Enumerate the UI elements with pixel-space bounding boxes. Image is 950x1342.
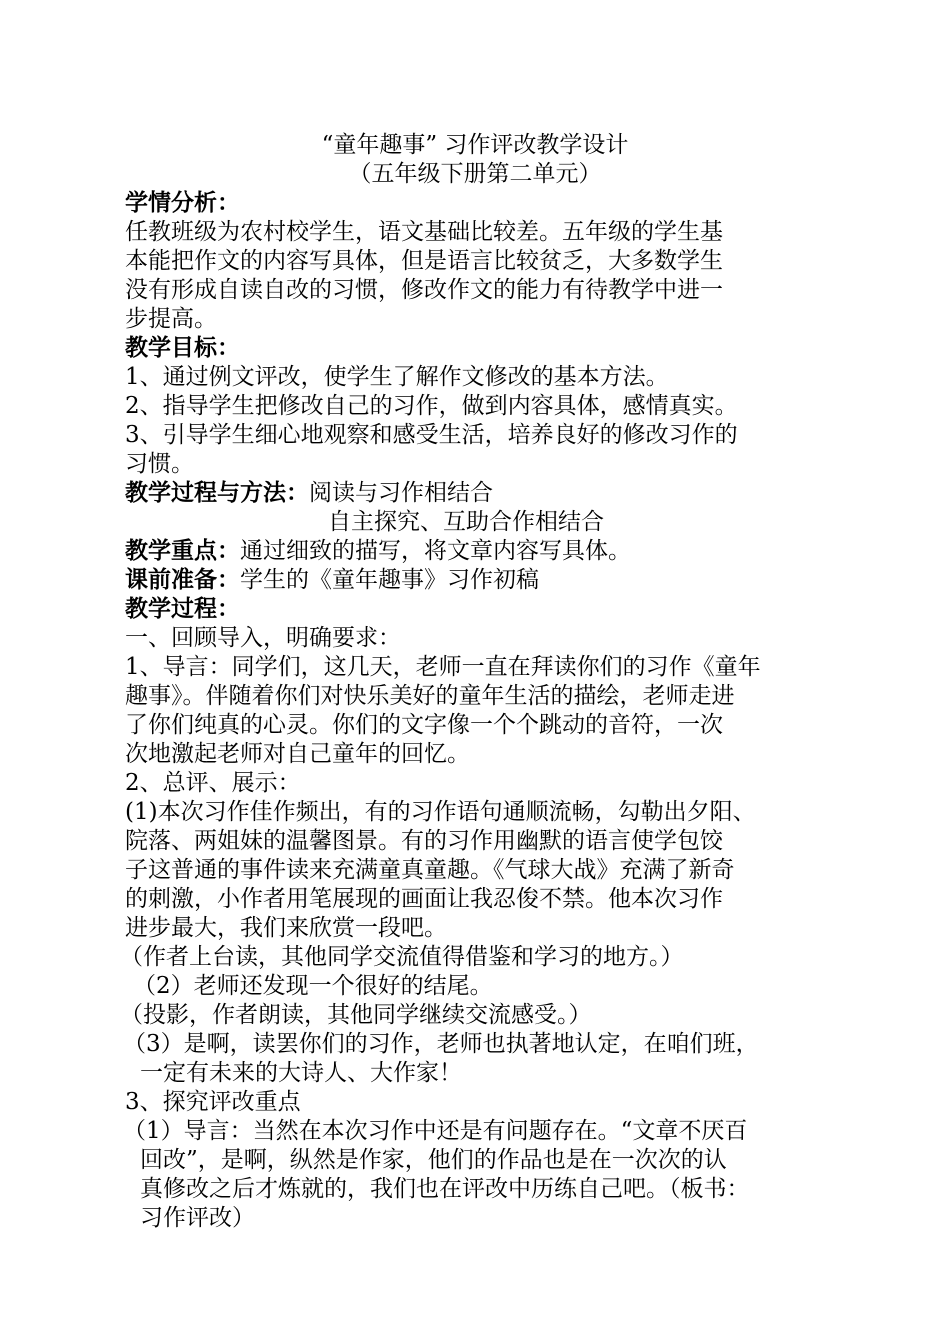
process-heading: 教学过程：: [125, 595, 240, 622]
paragraph-line: 步提高。: [125, 306, 217, 332]
paragraph-line: 趣事》。伴随着你们对快乐美好的童年生活的描绘，老师走进: [125, 683, 735, 709]
paragraph-line: 习作评改）: [140, 1205, 255, 1231]
paragraph-line: （1）导言：当然在本次习作中还是有问题存在。“文章不厌百: [123, 1118, 748, 1144]
paragraph-line: 1、导言：同学们，这几天，老师一直在拜读你们的习作《童年: [125, 654, 761, 680]
preparation-row: [125, 566, 539, 594]
review-heading: 2、总评、展示：: [125, 770, 301, 796]
paragraph-line: 没有形成自读自改的习惯，修改作文的能力有待教学中进一: [125, 277, 723, 303]
paragraph-line: 一定有未来的大诗人、大作家！: [140, 1060, 462, 1086]
paragraph-line: （2）老师还发现一个很好的结尾。: [133, 973, 493, 999]
paragraph-line: 的刺激，小作者用笔展现的画面让我忍俊不禁。他本次习作: [125, 886, 723, 912]
document-subtitle: （五年级下册第二单元）: [348, 161, 602, 187]
stage-note: （作者上台读，其他同学交流值得借鉴和学习的地方。）: [120, 944, 684, 970]
explore-heading: 3、探究评改重点: [125, 1089, 301, 1115]
paragraph-line: 回改”，是啊，纵然是作家，他们的作品也是在一次次的认: [140, 1147, 727, 1173]
paragraph-line: (1)本次习作佳作频出，有的习作语句通顺流畅，勾勒出夕阳、: [125, 799, 756, 825]
objective-item: 2、指导学生把修改自己的习作，做到内容具体，感情真实。: [125, 393, 738, 419]
paragraph-line: 任教班级为农村校学生，语文基础比较差。五年级的学生基: [125, 219, 723, 245]
methods-row: [125, 479, 493, 507]
objective-item: 习惯。: [125, 451, 194, 477]
document-title: “童年趣事” 习作评改教学设计: [321, 132, 629, 158]
paragraph-line: （3）是啊，读罢你们的习作，老师也执著地认定，在咱们班，: [123, 1031, 759, 1057]
paragraph-line: 真修改之后才炼就的，我们也在评改中历练自己吧。（板书：: [140, 1176, 750, 1202]
paragraph-line: 子这普通的事件读来充满童真童趣。《气球大战》充满了新奇: [125, 857, 735, 883]
objectives-heading: 教学目标：: [125, 334, 240, 361]
paragraph-line: 进步最大，我们来欣赏一段吧。: [125, 915, 447, 941]
focus-row: [125, 537, 631, 565]
focus-text: 通过细致的描写，将文章内容写具体。: [240, 538, 631, 564]
methods-text: 阅读与习作相结合: [309, 480, 493, 506]
preparation-text: 学生的《童年趣事》习作初稿: [240, 567, 539, 593]
stage-note: （投影，作者朗读，其他同学继续交流感受。）: [120, 1002, 592, 1028]
methods-heading: 教学过程与方法：: [125, 479, 309, 506]
focus-heading: 教学重点：: [125, 537, 240, 564]
process-step-heading: 一、回顾导入，明确要求：: [125, 625, 401, 651]
paragraph-line: 次地激起老师对自己童年的回忆。: [125, 741, 470, 767]
paragraph-line: 本能把作文的内容写具体，但是语言比较贫乏，大多数学生: [125, 248, 723, 274]
objective-item: 1、通过例文评改，使学生了解作文修改的基本方法。: [125, 364, 669, 390]
methods-text: 自主探究、互助合作相结合: [328, 509, 604, 535]
learning-analysis-heading: 学情分析：: [125, 189, 240, 216]
paragraph-line: 院落、两姐妹的温馨图景。有的习作用幽默的语言使学包饺: [125, 828, 723, 854]
preparation-heading: 课前准备：: [125, 566, 240, 593]
paragraph-line: 了你们纯真的心灵。你们的文字像一个个跳动的音符，一次: [125, 712, 723, 738]
objective-item: 3、引导学生细心地观察和感受生活，培养良好的修改习作的: [125, 422, 738, 448]
